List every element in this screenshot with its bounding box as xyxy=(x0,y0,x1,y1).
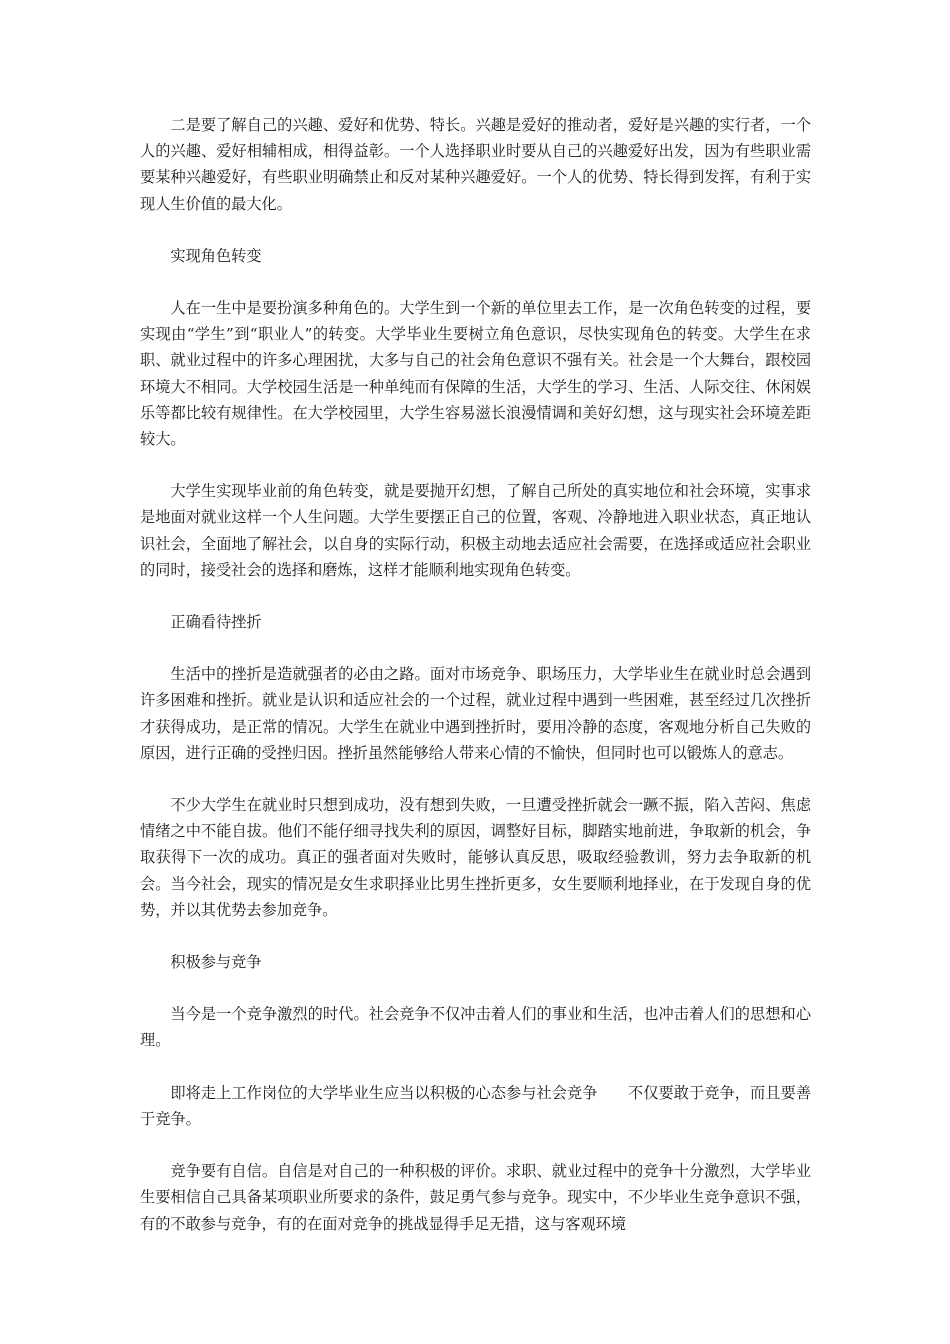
section-heading-competition: 积极参与竞争 xyxy=(170,953,262,972)
paragraph-failure: 不少大学生在就业时只想到成功，没有想到失败，一旦遭受挫折就会一蹶不振，陷入苦闷、焦虑情绪之中不能自拔。他们不能仔细寻找失利的原因，调整好目标，脚踏实地前进，争取新的机会，争取获得下一次的成功。真正的强者面对失败时，能够认真反思，吸取经验教训，努力去争取新的机会。当今社会，现实的情况是女生求职择业比男生挫折更多，女生要顺利地择业，在于发现自身的优势，并以其优势去参加竞争。 xyxy=(140,796,811,919)
paragraph-confidence: 竞争要有自信。自信是对自己的一种积极的评价。求职、就业过程中的竞争十分激烈，大学毕业生要相信自己具备某项职业所要求的条件，鼓足勇气参与竞争。现实中，不少毕业生竞争意识不强，有的不敢参与竞争，有的在面对竞争的挑战显得手足无措，这与客观环境 xyxy=(140,1162,811,1233)
paragraph-role-transition: 大学生实现毕业前的角色转变，就是要抛开幻想，了解自己所处的真实地位和社会环境，实事求是地面对就业这样一个人生问题。大学生要摆正自己的位置，客观、冷静地进入职业状态，真正地认识社会，全面地了解社会，以自身的实际行动，积极主动地去适应社会需要，在选择或适应社会职业的同时，接受社会的选择和磨炼，这样才能顺利地实现角色转变。 xyxy=(140,482,811,579)
paragraph-roles: 人在一生中是要扮演多种角色的。大学生到一个新的单位里去工作，是一次角色转变的过程，要实现由“学生”到“职业人”的转变。大学毕业生要树立角色意识，尽快实现角色的转变。大学生在求职、就业过程中的许多心理困扰，大多与自己的社会角色意识不强有关。社会是一个大舞台，跟校园环境大不相同。大学校园生活是一种单纯而有保障的生活，大学生的学习、生活、人际交往、休闲娱乐等都比较有规律性。在大学校园里，大学生容易滋长浪漫情调和美好幻想，这与现实社会环境差距较大。 xyxy=(140,299,811,449)
paragraph-interests: 二是要了解自己的兴趣、爱好和优势、特长。兴趣是爱好的推动者，爱好是兴趣的实行者，一个人的兴趣、爱好相辅相成，相得益彰。一个人选择职业时要从自己的兴趣爱好出发，因为有些职业需要某种兴趣爱好，有些职业明确禁止和反对某种兴趣爱好。一个人的优势、特长得到发挥，有利于实现人生价值的最大化。 xyxy=(140,116,811,213)
paragraph-competition-attitude: 即将走上工作岗位的大学毕业生应当以积极的心态参与社会竞争 不仅要敢于竞争，而且要善于竞争。 xyxy=(140,1083,811,1128)
section-heading-role-change: 实现角色转变 xyxy=(170,246,262,265)
section-heading-setbacks: 正确看待挫折 xyxy=(170,613,262,632)
paragraph-competition-era: 当今是一个竞争激烈的时代。社会竞争不仅冲击着人们的事业和生活，也冲击着人们的思想和心理。 xyxy=(140,1005,811,1050)
paragraph-setbacks: 生活中的挫折是造就强者的必由之路。面对市场竞争、职场压力，大学毕业生在就业时总会遇到许多困难和挫折。就业是认识和适应社会的一个过程，就业过程中遇到一些困难，甚至经过几次挫折才获得成功，是正常的情况。大学生在就业中遇到挫折时，要用冷静的态度，客观地分析自己失败的原因，进行正确的受挫归因。挫折虽然能够给人带来心情的不愉快，但同时也可以锻炼人的意志。 xyxy=(140,665,811,762)
document-body xyxy=(140,112,811,1263)
